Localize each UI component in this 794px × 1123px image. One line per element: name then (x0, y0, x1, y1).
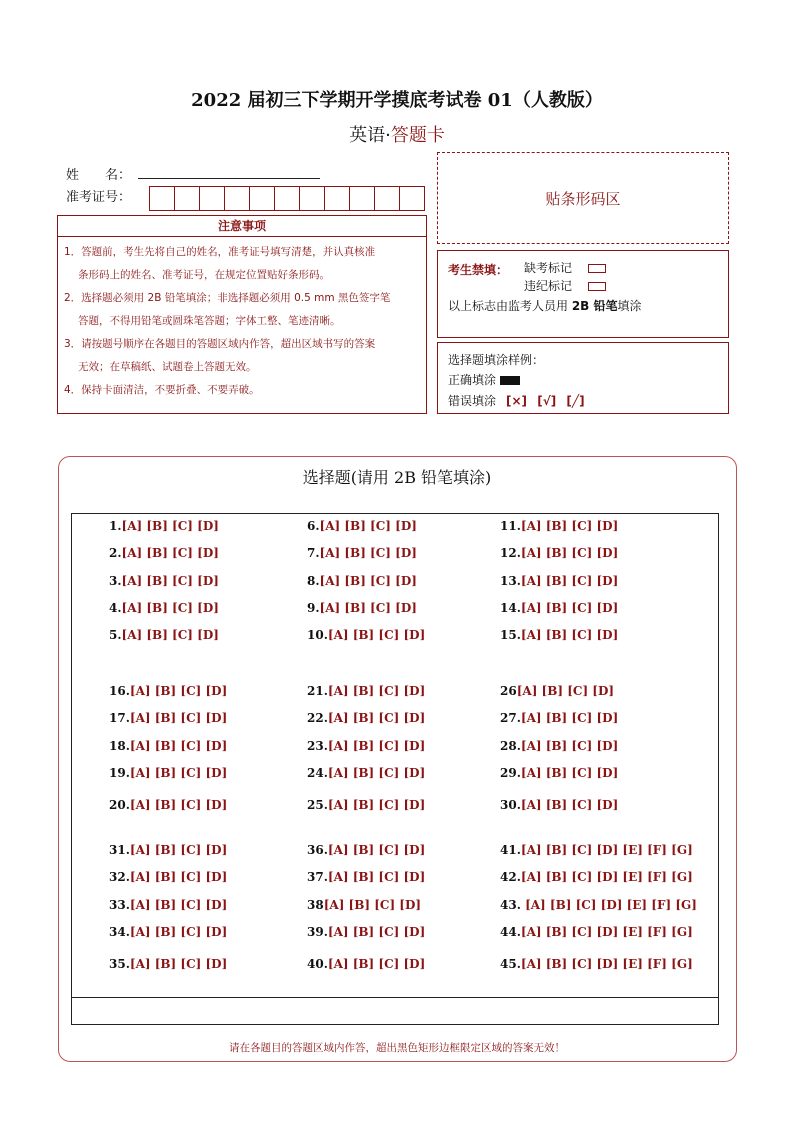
question-number: 3. (109, 574, 122, 588)
id-digit-box[interactable] (374, 186, 400, 211)
note-suffix: 填涂 (617, 299, 642, 313)
question-number: 14. (500, 601, 521, 615)
notice-line: 2．选择题必须用 2B 铅笔填涂；非选择题必须用 0.5 mm 黑色签字笔 (64, 292, 391, 304)
notice-line: 1．答题前，考生先将自己的姓名，准考证号填写清楚，并认真核准 (64, 246, 376, 258)
question-item (500, 519, 618, 533)
answer-options[interactable]: [A] [B] [C] [D] (129, 870, 228, 884)
answer-grid-footer (71, 997, 719, 1025)
answer-options[interactable]: [A] [B] [C] [D] (121, 628, 219, 642)
question-item (500, 574, 618, 588)
question-item (500, 957, 693, 971)
answer-options[interactable]: [A] [B] [C] [D] (129, 843, 228, 857)
question-number: 43. (500, 898, 526, 912)
page-subtitle (0, 121, 794, 147)
subtitle-subject: 英语· (349, 125, 391, 146)
question-number: 28. (500, 739, 521, 753)
id-digit-box[interactable] (349, 186, 375, 211)
question-number: 16. (109, 684, 130, 698)
question-number: 32. (109, 870, 130, 884)
answer-options[interactable]: [A] [B] [C] [D] (121, 519, 219, 533)
filled-mark-icon (500, 376, 520, 385)
question-item (109, 766, 227, 780)
question-number: 11. (500, 519, 521, 533)
answer-options[interactable]: [A] [B] [C] [D] (516, 684, 615, 698)
question-item (307, 519, 417, 533)
absent-mark-row (524, 259, 606, 276)
id-digit-box[interactable] (174, 186, 200, 211)
answer-options[interactable]: [A] [B] [C] [D] [E] [F] [G] (520, 925, 693, 939)
question-item (307, 925, 425, 939)
question-item (500, 739, 618, 753)
notice-panel (57, 215, 427, 414)
id-digit-box[interactable] (274, 186, 300, 211)
id-digit-box[interactable] (299, 186, 325, 211)
answer-options[interactable]: [A] [B] [C] [D] (327, 628, 426, 642)
question-item (109, 843, 227, 857)
answer-options[interactable]: [A] [B] [C] [D] (129, 898, 228, 912)
answer-options[interactable]: [A] [B] [C] [D] (121, 601, 219, 615)
question-number: 29. (500, 766, 521, 780)
question-number: 42. (500, 870, 521, 884)
question-item (307, 739, 425, 753)
question-number: 24. (307, 766, 328, 780)
correct-fill-label: 正确填涂 (448, 373, 497, 387)
answer-options[interactable]: [A] [B] [C] [D] (327, 957, 426, 971)
question-item (307, 574, 417, 588)
violation-mark-row (524, 277, 606, 294)
question-number: 26 (500, 684, 517, 698)
answer-options[interactable]: [A] [B] [C] [D] [E] [F] [G] (520, 957, 693, 971)
examiner-note (448, 297, 642, 314)
question-item (500, 925, 693, 939)
answer-options[interactable]: [A] [B] [C] [D] [E] [F] [G] (520, 843, 693, 857)
answer-grid (71, 513, 719, 998)
question-item (500, 711, 618, 725)
notice-line: 无效；在草稿纸、试题卷上答题无效。 (78, 361, 257, 373)
question-item (307, 684, 425, 698)
answer-options[interactable]: [A] [B] [C] [D] (520, 739, 619, 753)
fill-sample-heading: 选择题填涂样例： (448, 353, 545, 367)
exam-id-boxes[interactable] (150, 186, 425, 211)
question-item (307, 798, 425, 812)
answer-options[interactable]: [A] [B] [C] [D] (520, 546, 619, 560)
violation-mark-box[interactable] (588, 282, 606, 291)
question-number: 6. (307, 519, 320, 533)
question-number: 18. (109, 739, 130, 753)
id-digit-box[interactable] (224, 186, 250, 211)
question-item (307, 843, 425, 857)
question-number: 17. (109, 711, 130, 725)
question-number: 45. (500, 957, 521, 971)
question-item (307, 766, 425, 780)
id-digit-box[interactable] (199, 186, 225, 211)
answer-options[interactable]: [A] [B] [C] [D] (520, 766, 619, 780)
question-number: 7. (307, 546, 320, 560)
question-number: 36. (307, 843, 328, 857)
answer-options[interactable]: [A] [B] [C] [D] (319, 574, 417, 588)
question-number: 39. (307, 925, 328, 939)
question-item (500, 898, 697, 912)
answer-options[interactable]: [A] [B] [C] [D] (327, 843, 426, 857)
question-number: 20. (109, 798, 130, 812)
answer-options[interactable]: [A] [B] [C] [D] [E] [F] [G] (525, 898, 697, 912)
question-number: 22. (307, 711, 328, 725)
answer-options[interactable]: [A] [B] [C] [D] (129, 798, 228, 812)
answer-options[interactable]: [A] [B] [C] [D] (129, 684, 228, 698)
answer-options[interactable]: [A] [B] [C] [D] (327, 925, 426, 939)
question-number: 10. (307, 628, 328, 642)
question-item (307, 628, 425, 642)
answer-options[interactable]: [A] [B] [C] [D] (319, 519, 417, 533)
question-item (500, 546, 618, 560)
notice-line: 答题，不得用铅笔或圆珠笔答题；字体工整、笔迹清晰。 (78, 315, 341, 327)
barcode-area (437, 152, 729, 244)
answer-options[interactable]: [A] [B] [C] [D] (327, 798, 426, 812)
question-number: 44. (500, 925, 521, 939)
fill-sample-panel (437, 342, 729, 414)
absent-mark-label: 缺考标记 (524, 261, 573, 275)
answer-options[interactable]: [A] [B] [C] [D] (121, 574, 219, 588)
question-item (109, 601, 219, 615)
question-number: 15. (500, 628, 521, 642)
question-item (307, 898, 421, 912)
question-number: 4. (109, 601, 122, 615)
notice-line: 条形码上的姓名、准考证号，在规定位置贴好条形码。 (78, 269, 330, 281)
answer-options[interactable]: [A] [B] [C] [D] (129, 739, 228, 753)
question-number: 23. (307, 739, 328, 753)
question-item (109, 628, 219, 642)
question-number: 2. (109, 546, 122, 560)
question-item (307, 601, 417, 615)
id-digit-box[interactable] (399, 186, 425, 211)
examiner-only-panel (437, 250, 729, 338)
wrong-fill-row (448, 392, 585, 409)
notice-line: 4．保持卡面清洁，不要折叠、不要弄破。 (64, 384, 260, 396)
question-number: 27. (500, 711, 521, 725)
question-item (500, 843, 693, 857)
answer-options[interactable]: [A] [B] [C] [D] (129, 957, 228, 971)
question-item (307, 957, 425, 971)
question-item (109, 684, 227, 698)
question-item (109, 925, 227, 939)
footer-note: 请在各题目的答题区域内作答，超出黑色矩形边框限定区域的答案无效！ (229, 1042, 565, 1054)
question-item (307, 546, 417, 560)
exam-id-label: 准考证号： (66, 190, 132, 205)
answer-options[interactable]: [A] [B] [C] [D] [E] [F] [G] (520, 870, 693, 884)
answer-options[interactable]: [A] [B] [C] [D] (327, 766, 426, 780)
answer-options[interactable]: [A] [B] [C] [D] (520, 574, 619, 588)
answer-options[interactable]: [A] [B] [C] [D] (323, 898, 422, 912)
question-number: 41. (500, 843, 521, 857)
question-number: 25. (307, 798, 328, 812)
answer-options[interactable]: [A] [B] [C] [D] (520, 519, 619, 533)
answer-options[interactable]: [A] [B] [C] [D] (319, 601, 417, 615)
name-label: 姓 名： (66, 168, 132, 183)
question-item (109, 957, 227, 971)
answer-options[interactable]: [A] [B] [C] [D] (327, 684, 426, 698)
question-item (500, 798, 618, 812)
notice-line: 3．请按题号顺序在各题目的答题区域内作答，超出区域书写的答案 (64, 338, 376, 350)
answer-options[interactable]: [A] [B] [C] [D] (129, 711, 228, 725)
question-number: 40. (307, 957, 328, 971)
answer-options[interactable]: [A] [B] [C] [D] (129, 766, 228, 780)
question-number: 35. (109, 957, 130, 971)
question-item (109, 546, 219, 560)
question-item (109, 519, 219, 533)
answer-options[interactable]: [A] [B] [C] [D] (319, 546, 417, 560)
answer-options[interactable]: [A] [B] [C] [D] (121, 546, 219, 560)
subtitle-card: 答题卡 (390, 125, 445, 146)
question-item (500, 684, 614, 698)
answer-options[interactable]: [A] [B] [C] [D] (520, 601, 619, 615)
answer-options[interactable]: [A] [B] [C] [D] (520, 711, 619, 725)
question-number: 8. (307, 574, 320, 588)
question-number: 38 (307, 898, 324, 912)
violation-mark-label: 违纪标记 (524, 279, 573, 293)
question-number: 5. (109, 628, 122, 642)
question-number: 13. (500, 574, 521, 588)
section-title: 选择题(请用 2B 铅笔填涂) (302, 468, 492, 487)
question-number: 12. (500, 546, 521, 560)
question-item (500, 601, 618, 615)
question-item (109, 739, 227, 753)
examiner-only-heading: 考生禁填： (448, 263, 509, 277)
answer-options[interactable]: [A] [B] [C] [D] (129, 925, 228, 939)
id-digit-box[interactable] (149, 186, 175, 211)
question-item (109, 711, 227, 725)
barcode-label: 贴条形码区 (545, 189, 621, 208)
question-item (500, 870, 693, 884)
question-number: 9. (307, 601, 320, 615)
question-number: 34. (109, 925, 130, 939)
notice-heading: 注意事项 (58, 216, 426, 237)
question-item (109, 574, 219, 588)
answer-options[interactable]: [A] [B] [C] [D] (520, 798, 619, 812)
id-digit-box[interactable] (249, 186, 275, 211)
answer-options[interactable]: [A] [B] [C] [D] (327, 711, 426, 725)
question-number: 30. (500, 798, 521, 812)
note-bold: 2B 铅笔 (571, 299, 618, 313)
answer-options[interactable]: [A] [B] [C] [D] (520, 628, 619, 642)
question-item (307, 711, 425, 725)
wrong-marks: [×] [√] [╱] (506, 394, 585, 408)
question-item (500, 628, 618, 642)
question-number: 31. (109, 843, 130, 857)
wrong-fill-label: 错误填涂 (448, 394, 497, 408)
page-title: 2022 届初三下学期开学摸底考试卷 01（人教版） (191, 90, 603, 111)
question-item (109, 898, 227, 912)
question-number: 21. (307, 684, 328, 698)
question-item (109, 798, 227, 812)
question-number: 33. (109, 898, 130, 912)
question-item (500, 766, 618, 780)
note-prefix: 以上标志由监考人员用 (448, 299, 572, 313)
id-digit-box[interactable] (324, 186, 350, 211)
absent-mark-box[interactable] (588, 264, 606, 273)
question-number: 1. (109, 519, 122, 533)
name-field[interactable] (138, 177, 320, 179)
question-number: 37. (307, 870, 328, 884)
correct-fill-row (448, 371, 520, 388)
question-item (307, 870, 425, 884)
answer-options[interactable]: [A] [B] [C] [D] (327, 739, 426, 753)
answer-options[interactable]: [A] [B] [C] [D] (327, 870, 426, 884)
question-item (109, 870, 227, 884)
question-number: 19. (109, 766, 130, 780)
